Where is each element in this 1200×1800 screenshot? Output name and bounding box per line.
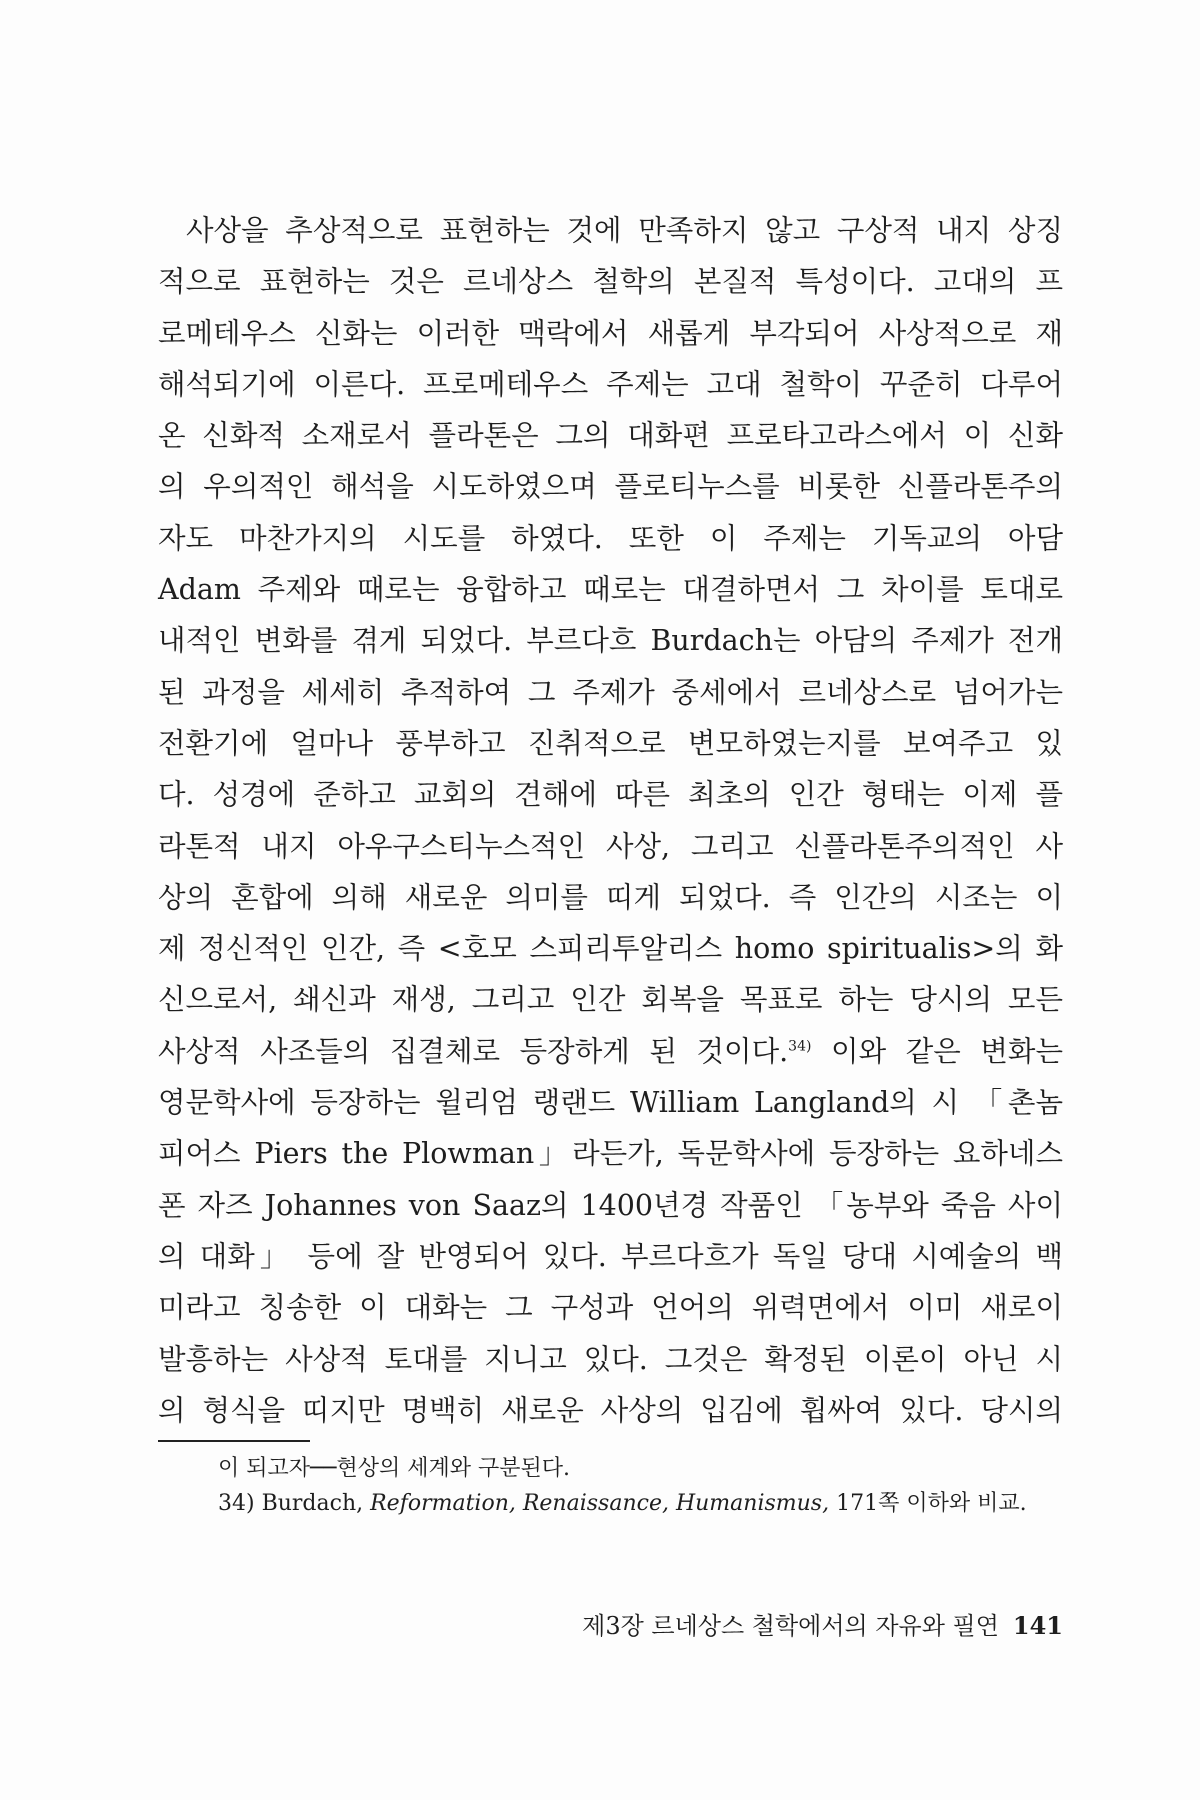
text-line: 폰 자즈 Johannes von Saaz의 1400년경 작품인 「농부와 죽음 사이 xyxy=(158,1188,1063,1222)
text-line: 라톤적 내지 아우구스티누스적인 사상, 그리고 신플라톤주의적인 사 xyxy=(158,829,1063,863)
body-text xyxy=(158,205,1063,1436)
footnote-34 xyxy=(218,1486,1063,1521)
text-line: 된 과정을 세세히 추적하여 그 주제가 중세에서 르네상스로 넘어가는 xyxy=(158,675,1063,709)
running-footer xyxy=(510,1606,1063,1641)
text-line: 발흥하는 사상적 토대를 지니고 있다. 그것은 확정된 이론이 아닌 시 xyxy=(158,1342,1063,1376)
footnote-continuation: 이 되고자──현상의 세계와 구분된다. xyxy=(218,1456,570,1481)
text-line: 의 형식을 띠지만 명백히 새로운 사상의 입김에 휩싸여 있다. 당시의 xyxy=(158,1393,1063,1427)
chapter-title: 제3장 르네상스 철학에서의 자유와 필연 xyxy=(582,1612,999,1640)
text-line-with-footnote xyxy=(158,1026,1063,1077)
footnote-prefix: 34) Burdach, xyxy=(218,1491,371,1516)
footnote-suffix: 171쪽 이하와 비교. xyxy=(829,1491,1027,1516)
text-line: 신으로서, 쇄신과 재생, 그리고 인간 회복을 목표로 하는 당시의 모든 xyxy=(158,983,1063,1017)
footnote-divider xyxy=(158,1440,310,1442)
text-line: 제 정신적인 인간, 즉 <호모 스피리투알리스 homo spiritualis>의 화 xyxy=(158,932,1063,966)
text-line: 피어스 Piers the Plowman」라든가, 독문학사에 등장하는 요하네스 xyxy=(158,1137,1063,1171)
text-line: 상의 혼합에 의해 새로운 의미를 띠게 되었다. 즉 인간의 시조는 이 xyxy=(158,880,1063,914)
text-line: 로메테우스 신화는 이러한 맥락에서 새롭게 부각되어 사상적으로 재 xyxy=(158,316,1063,350)
text-line: 온 신화적 소재로서 플라톤은 그의 대화편 프로타고라스에서 이 신화 xyxy=(158,419,1063,453)
text-line: 의 대화」 등에 잘 반영되어 있다. 부르다흐가 독일 당대 시예술의 백 xyxy=(158,1239,1063,1273)
text-fragment: 사상적 사조들의 집결체로 등장하게 된 것이다. xyxy=(158,1034,789,1068)
text-line: 다. 성경에 준하고 교회의 견해에 따른 최초의 인간 형태는 이제 플 xyxy=(158,778,1063,812)
text-line: 자도 마찬가지의 시도를 하였다. 또한 이 주제는 기독교의 아담 xyxy=(158,521,1063,555)
text-line: 의 우의적인 해석을 시도하였으며 플로티누스를 비롯한 신플라톤주의 xyxy=(158,470,1063,504)
text-line: 전환기에 얼마나 풍부하고 진취적으로 변모하였는지를 보여주고 있 xyxy=(158,726,1063,760)
footnote-title: Reformation, Renaissance, Humanismus, xyxy=(370,1491,830,1516)
text-line: 사상을 추상적으로 표현하는 것에 만족하지 않고 구상적 내지 상징 xyxy=(186,214,1063,247)
footnotes xyxy=(218,1451,1063,1521)
page-number: 141 xyxy=(1012,1611,1063,1640)
text-fragment: 이와 같은 변화는 xyxy=(811,1034,1063,1068)
text-line: 미라고 칭송한 이 대화는 그 구성과 언어의 위력면에서 이미 새로이 xyxy=(158,1291,1063,1325)
text-line: Adam 주제와 때로는 융합하고 때로는 대결하면서 그 차이를 토대로 xyxy=(158,573,1063,607)
text-line: 내적인 변화를 겪게 되었다. 부르다흐 Burdach는 아담의 주제가 전개 xyxy=(158,624,1063,658)
footnote-marker[interactable]: 34) xyxy=(788,1038,812,1055)
text-line: 영문학사에 등장하는 윌리엄 랭랜드 William Langland의 시 「촌놈 xyxy=(158,1086,1063,1120)
text-line: 해석되기에 이른다. 프로메테우스 주제는 고대 철학이 꾸준히 다루어 xyxy=(158,367,1063,401)
text-line: 적으로 표현하는 것은 르네상스 철학의 본질적 특성이다. 고대의 프 xyxy=(158,265,1063,299)
